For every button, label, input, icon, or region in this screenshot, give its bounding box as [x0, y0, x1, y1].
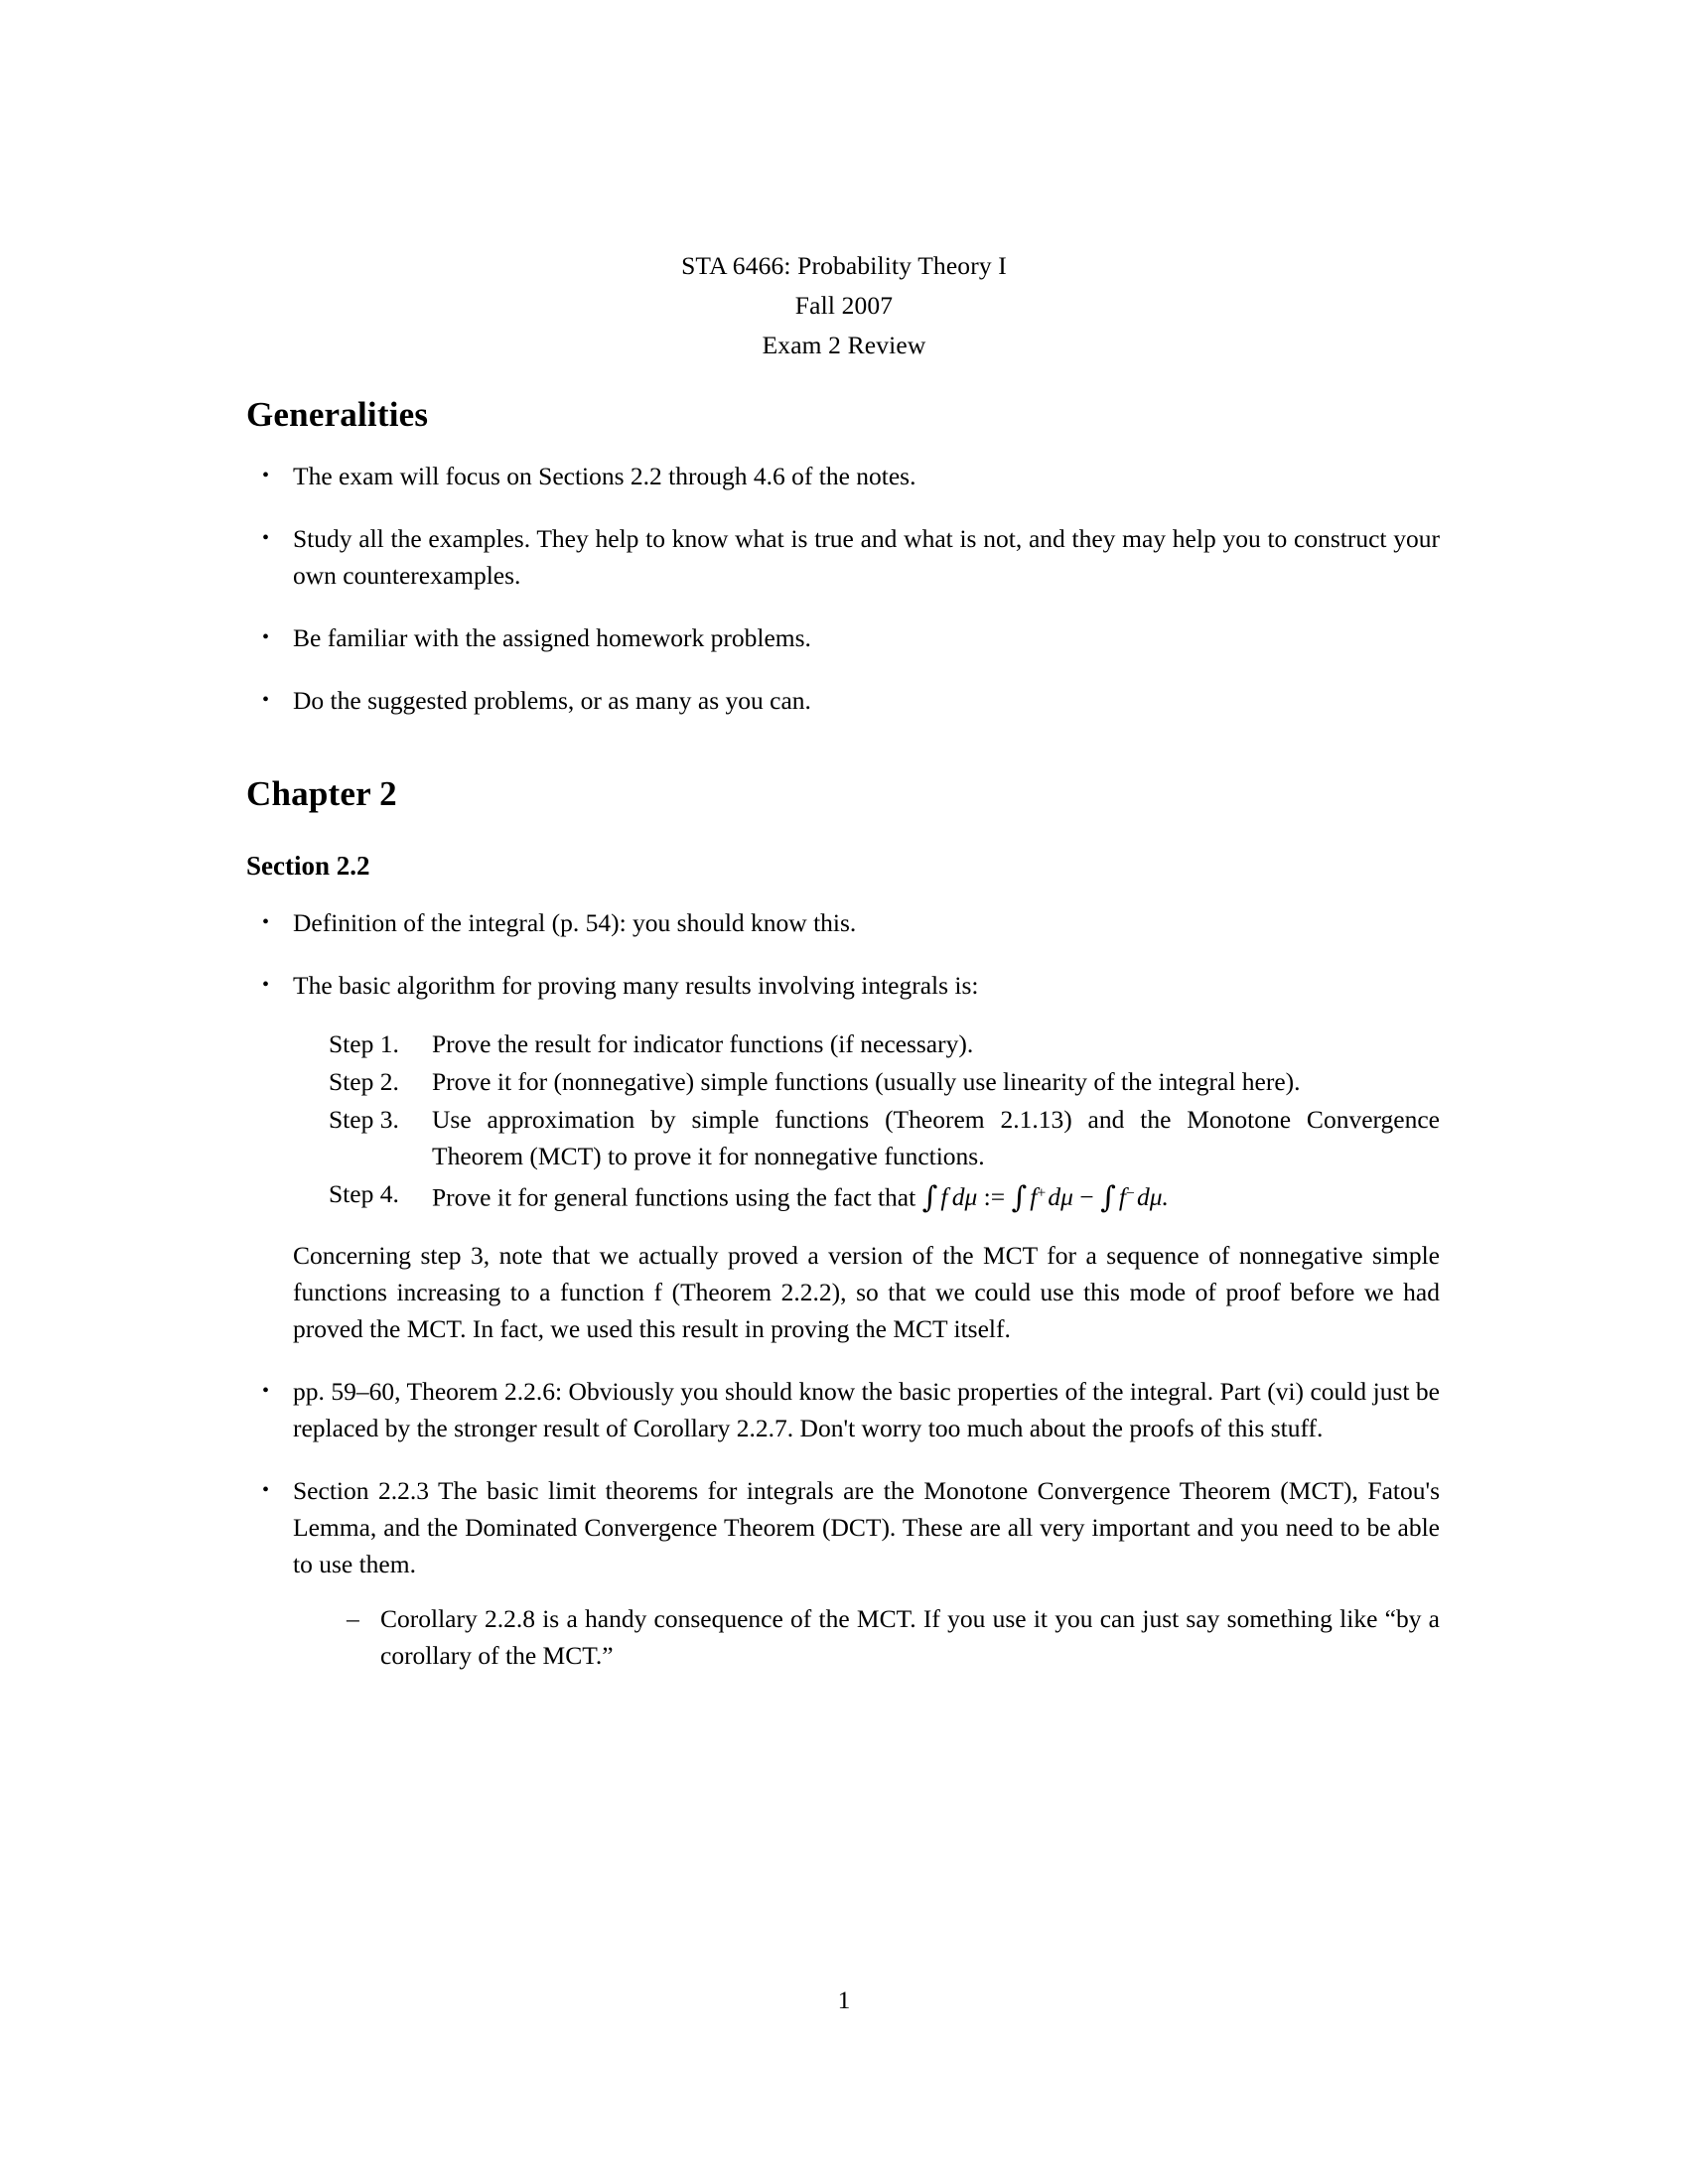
bullet-icon: •: [262, 527, 270, 549]
list-item-text: Be familiar with the assigned homework problems.: [293, 623, 811, 652]
list-item-text: Section 2.2.3 The basic limit theorems for integrals are the Monotone Convergence Theorem (MCT), Fatou's Lemma, and the Dominated Convergence Theorem (DCT). These are all very important and you need to be able to use them.: [293, 1476, 1440, 1579]
step-label: Step 2.: [329, 1067, 399, 1096]
step-item: [329, 1175, 1440, 1215]
heading-chapter-2: Chapter 2: [246, 774, 397, 813]
step-label: Step 4.: [329, 1179, 399, 1208]
step-item: [329, 1025, 1440, 1062]
document-body: [246, 392, 1440, 1674]
algorithm-steps-list: [293, 1025, 1440, 1215]
corollary-sublist: [293, 1600, 1440, 1674]
list-item-text: Do the suggested problems, or as many as you can.: [293, 686, 811, 715]
concerning-step-3-paragraph: Concerning step 3, note that we actually proved a version of the MCT for a sequence of nonnegative simple functions increasing to a function f (Theorem 2.2.2), so that we could use this mode of proof before we had proved the MCT. In fact, we used this result in proving the MCT itself.: [293, 1241, 1440, 1344]
sub-list-item-text: Corollary 2.2.8 is a handy consequence of the MCT. If you use it you can just say something like “by a corollary of the MCT.”: [380, 1604, 1440, 1671]
heading-section-2-2: Section 2.2: [246, 851, 370, 881]
list-item: [246, 904, 1440, 941]
title-line-subject: Exam 2 Review: [762, 331, 926, 359]
list-item-text: Study all the examples. They help to know what is true and what is not, and they may help you to construct your own counterexamples.: [293, 524, 1440, 590]
list-item-text: Definition of the integral (p. 54): you should know this.: [293, 908, 857, 937]
step-text: Prove it for general functions using the fact that: [432, 1182, 916, 1212]
step-label: Step 3.: [329, 1105, 399, 1134]
bullet-icon: •: [262, 689, 270, 711]
list-item: [246, 1472, 1440, 1674]
list-item: [246, 967, 1440, 1347]
step-item: [329, 1101, 1440, 1174]
list-item-text: pp. 59–60, Theorem 2.2.6: Obviously you should know the basic properties of the integral. Part (vi) could just be replaced by the stronger result of Corollary 2.2.7. Don't worry too much about the proofs of this stuff.: [293, 1377, 1440, 1443]
title-line-term: Fall 2007: [794, 291, 894, 320]
list-item: [246, 1373, 1440, 1446]
dash-icon: –: [347, 1604, 359, 1634]
bullet-icon: •: [262, 465, 270, 486]
integral-formula: ∫ f dμ := ∫ f+ dμ − ∫ f− dμ.: [921, 1180, 1169, 1216]
document-title-block: [0, 246, 1688, 365]
bullet-icon: •: [262, 911, 270, 933]
heading-generalities: Generalities: [246, 395, 429, 434]
generalities-list: [246, 458, 1440, 719]
step-text: Use approximation by simple functions (Theorem 2.1.13) and the Monotone Convergence Theorem (MCT) to prove it for nonnegative functions.: [432, 1105, 1440, 1170]
bullet-icon: •: [262, 1380, 270, 1403]
bullet-icon: •: [262, 974, 270, 996]
step-item: [329, 1063, 1440, 1100]
title-line-course: STA 6466: Probability Theory I: [681, 251, 1007, 280]
list-item: [246, 458, 1440, 494]
bullet-icon: •: [262, 626, 270, 648]
list-item-text: The exam will focus on Sections 2.2 through 4.6 of the notes.: [293, 462, 916, 490]
sub-list-item: [343, 1600, 1440, 1674]
step-text: Prove the result for indicator functions (if necessary).: [432, 1029, 974, 1058]
bullet-icon: •: [262, 1479, 270, 1502]
step-label: Step 1.: [329, 1029, 399, 1058]
list-item: [246, 520, 1440, 594]
page-number: 1: [837, 1985, 851, 2014]
step-text-with-math: [432, 1175, 1440, 1215]
list-item: [246, 619, 1440, 656]
list-item-text: The basic algorithm for proving many results involving integrals is:: [293, 971, 979, 1000]
list-item: [246, 682, 1440, 719]
section-2-2-list: [246, 904, 1440, 1674]
step-text: Prove it for (nonnegative) simple functions (usually use linearity of the integral here).: [432, 1067, 1301, 1096]
